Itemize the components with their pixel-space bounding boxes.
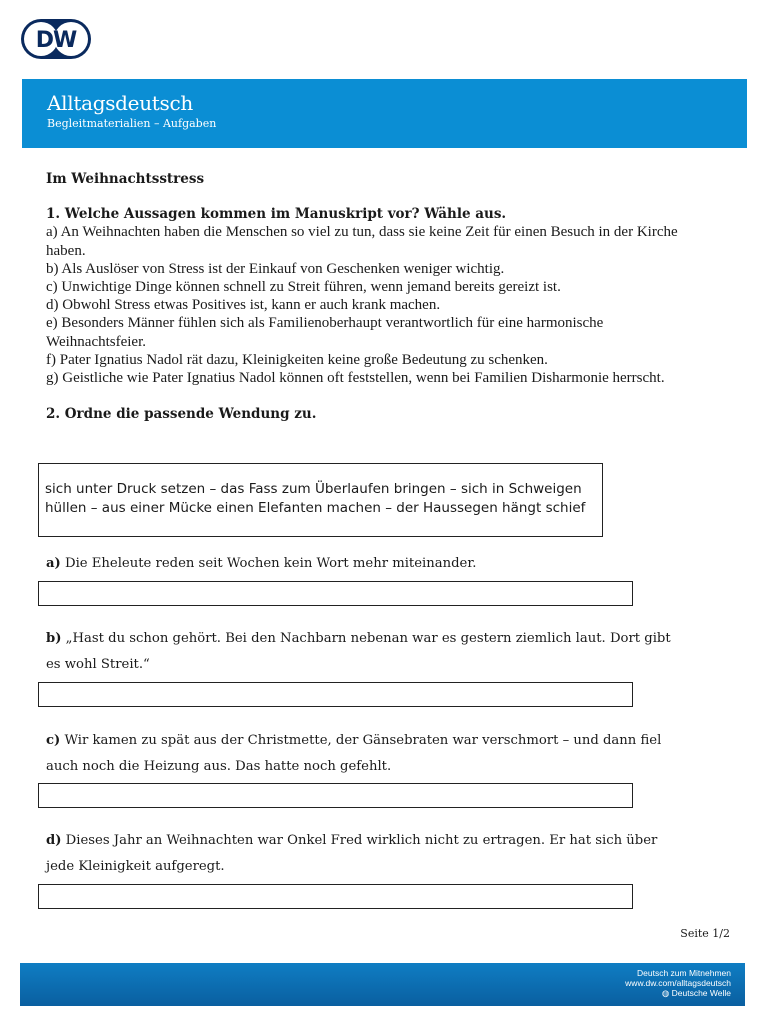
- header-subtitle: Begleitmaterialien – Aufgaben: [47, 117, 217, 130]
- answer-field-b[interactable]: [38, 682, 633, 707]
- answer-field-c[interactable]: [38, 783, 633, 808]
- dw-logo: [20, 18, 92, 60]
- statement-g: g) Geistliche wie Pater Ignatius Nadol können oft feststellen, wenn bei Familien Disharmonie herrscht.: [46, 370, 665, 387]
- header-bar: [22, 79, 747, 148]
- document-heading: Im Weihnachtsstress: [46, 171, 205, 187]
- logo-text: DW: [35, 28, 77, 53]
- footer-line-3: Deutsche Welle: [671, 988, 731, 998]
- page-number: Seite 1/2: [680, 927, 730, 940]
- footer-bar: [20, 963, 745, 1006]
- statement-b: b) Als Auslöser von Stress ist der Einkauf von Geschenken weniger wichtig.: [46, 260, 505, 277]
- footer-text: [625, 968, 731, 998]
- phrase-box: sich unter Druck setzen – das Fass zum Überlaufen bringen – sich in Schweigen hüllen – aus einer Mücke einen Elefanten machen – der Haussegen hängt schief: [38, 463, 603, 537]
- statement-d: d) Obwohl Stress etwas Positives ist, kann er auch krank machen.: [46, 297, 441, 314]
- task-b-label: b): [46, 631, 62, 646]
- header-title: Alltagsdeutsch: [47, 91, 193, 115]
- task-a: [46, 551, 686, 577]
- answer-field-d[interactable]: [38, 884, 633, 909]
- answer-field-a[interactable]: [38, 581, 633, 606]
- task-c-text: Wir kamen zu spät aus der Christmette, der Gänsebraten war verschmort – und dann fiel auch noch die Heizung aus. Das hatte noch gefehlt.: [46, 733, 662, 774]
- footer-line-1: Deutsch zum Mitnehmen: [636, 968, 731, 978]
- statement-f: f) Pater Ignatius Nadol rät dazu, Kleinigkeiten keine große Bedeutung zu schenken.: [46, 351, 548, 368]
- task-d-text: Dieses Jahr an Weihnachten war Onkel Fred wirklich nicht zu ertragen. Er hat sich über jede Kleinigkeit aufgeregt.: [46, 833, 658, 874]
- task-c: [46, 728, 686, 780]
- task-b: [46, 626, 686, 678]
- task-d: [46, 828, 686, 880]
- task-a-text: Die Eheleute reden seit Wochen kein Wort mehr miteinander.: [65, 556, 477, 571]
- task-d-label: d): [46, 833, 62, 848]
- statement-a: a) An Weihnachten haben die Menschen so viel zu tun, dass sie keine Zeit für einen Besuch in der Kirche haben.: [46, 224, 678, 259]
- task-b-text: „Hast du schon gehört. Bei den Nachbarn nebenan war es gestern ziemlich laut. Dort gibt es wohl Streit.“: [46, 631, 671, 672]
- question-1-section: [46, 170, 686, 423]
- dw-small-icon: ◍: [661, 988, 672, 998]
- statement-e: e) Besonders Männer fühlen sich als Familienoberhaupt verantwortlich für eine harmonische Weihnachtsfeier.: [46, 315, 604, 350]
- question-1-title: 1. Welche Aussagen kommen im Manuskript vor? Wähle aus.: [46, 206, 507, 223]
- task-a-label: a): [46, 556, 61, 571]
- question-2-title: 2. Ordne die passende Wendung zu.: [46, 406, 317, 423]
- footer-link[interactable]: www.dw.com/alltagsdeutsch: [625, 978, 731, 988]
- statement-c: c) Unwichtige Dinge können schnell zu Streit führen, wenn jemand bereits gereizt ist.: [46, 279, 561, 296]
- task-c-label: c): [46, 733, 61, 748]
